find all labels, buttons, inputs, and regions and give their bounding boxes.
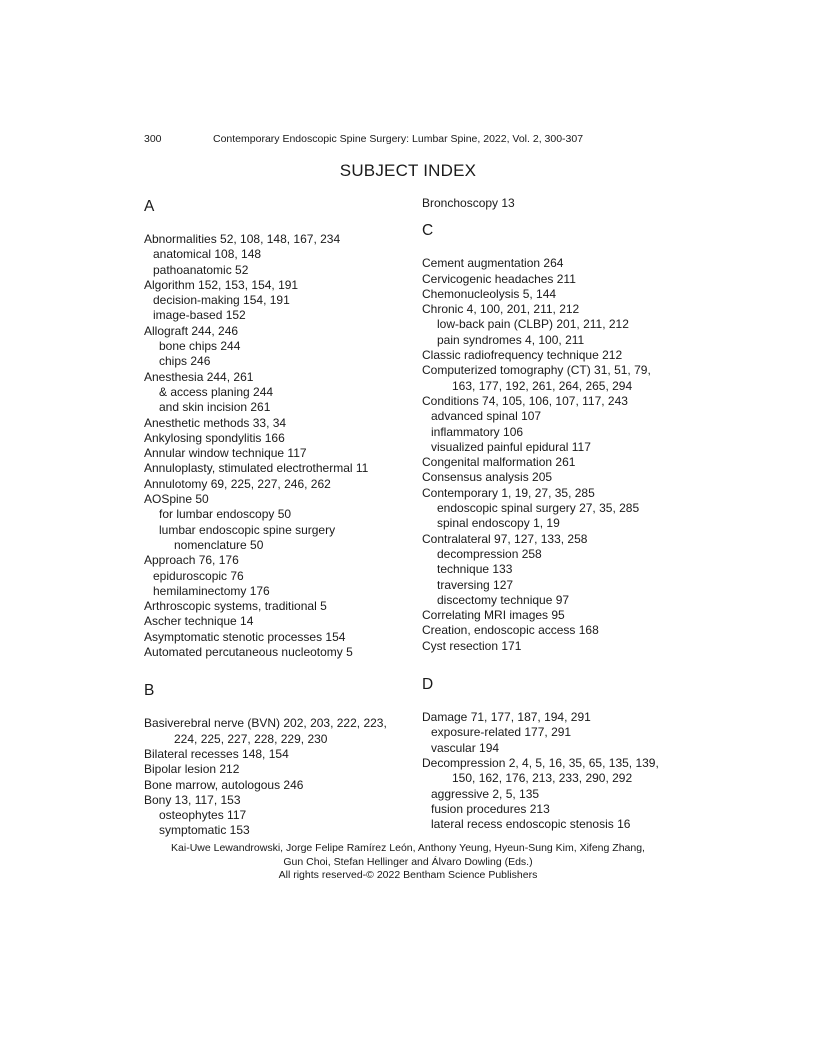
index-entry: Bone marrow, autologous 246	[144, 777, 304, 792]
index-subentry: visualized painful epidural 117	[431, 439, 591, 454]
index-subentry: lateral recess endoscopic stenosis 16	[431, 817, 631, 832]
index-subentry: traversing 127	[437, 577, 514, 592]
index-entry: Chemonucleolysis 5, 144	[422, 286, 557, 301]
index-entry: Algorithm 152, 153, 154, 191	[144, 277, 299, 292]
section-letter: A	[144, 198, 155, 215]
index-subentry: chips 246	[159, 354, 211, 369]
index-entry: Bipolar lesion 212	[144, 762, 240, 777]
journal-citation: Contemporary Endoscopic Spine Surgery: Lumbar Spine, 2022, Vol. 2, 300-307	[213, 133, 584, 145]
index-subentry: 150, 162, 176, 213, 233, 290, 292	[452, 771, 633, 786]
index-subentry: symptomatic 153	[159, 823, 250, 838]
index-subentry: exposure-related 177, 291	[431, 725, 572, 740]
index-entry: Bony 13, 117, 153	[144, 792, 241, 807]
index-entry: Cement augmentation 264	[422, 256, 564, 271]
index-entry: Consensus analysis 205	[422, 470, 553, 485]
index-entry: Annulotomy 69, 225, 227, 246, 262	[144, 476, 331, 491]
index-entry: Abnormalities 52, 108, 148, 167, 234	[144, 232, 341, 246]
index-entry: AOSpine 50	[144, 492, 209, 507]
index-subentry: pain syndromes 4, 100, 211	[437, 332, 585, 347]
index-subentry: endoscopic spinal surgery 27, 35, 285	[437, 501, 640, 516]
index-subentry: decompression 258	[437, 546, 542, 561]
index-subentry: decision-making 154, 191	[153, 293, 290, 308]
index-entry: Cervicogenic headaches 211	[422, 271, 576, 286]
index-entry: Automated percutaneous nucleotomy 5	[144, 645, 353, 660]
index-entry: Conditions 74, 105, 106, 107, 117, 243	[422, 393, 628, 408]
index-entry: Approach 76, 176	[144, 553, 239, 568]
index-subentry: 163, 177, 192, 261, 264, 265, 294	[452, 378, 633, 393]
footer-editors-line-2: Gun Choi, Stefan Hellinger and Álvaro Dowling (Eds.)	[283, 855, 533, 868]
index-subentry: hemilaminectomy 176	[153, 583, 270, 598]
index-entry: Classic radiofrequency technique 212	[422, 348, 623, 363]
index-column-right	[422, 196, 682, 832]
index-entry: Bronchoscopy 13	[422, 196, 515, 210]
index-subentry: vascular 194	[431, 740, 500, 755]
index-entry: Congenital malformation 261	[422, 455, 576, 470]
index-entry: Chronic 4, 100, 201, 211, 212	[422, 302, 580, 317]
index-entry: Cyst resection 171	[422, 638, 522, 653]
section-letter: D	[422, 676, 434, 694]
index-entry: Anesthesia 244, 261	[144, 369, 254, 384]
index-subentry: pathoanatomic 52	[153, 262, 249, 277]
page-number: 300	[144, 133, 162, 145]
index-subentry: fusion procedures 213	[431, 801, 550, 816]
index-entry: Decompression 2, 4, 5, 16, 35, 65, 135, 139,	[422, 755, 659, 770]
index-subentry: low-back pain (CLBP) 201, 211, 212	[437, 317, 629, 332]
index-subentry: lumbar endoscopic spine surgery	[159, 522, 336, 537]
index-column-left	[144, 196, 406, 839]
index-subentry: spinal endoscopy 1, 19	[437, 516, 560, 531]
index-subentry: discectomy technique 97	[437, 592, 570, 607]
index-entry: Creation, endoscopic access 168	[422, 623, 599, 638]
index-entry: Ankylosing spondylitis 166	[144, 430, 285, 445]
footer-editors-line-1: Kai-Uwe Lewandrowski, Jorge Felipe Ramírez León, Anthony Yeung, Hyeun-Sung Kim, Xifeng Zhang,	[171, 842, 645, 854]
index-entry: Bilateral recesses 148, 154	[144, 746, 289, 761]
index-entry: Annular window technique 117	[144, 446, 307, 461]
section-spacer	[422, 211, 682, 220]
index-subentry: image-based 152	[153, 308, 246, 323]
index-subentry: technique 133	[437, 562, 513, 577]
section-spacer	[144, 660, 406, 680]
index-subentry: for lumbar endoscopy 50	[159, 507, 292, 522]
footer	[0, 842, 816, 883]
index-entry: Computerized tomography (CT) 31, 51, 79,	[422, 363, 651, 378]
index-subentry: bone chips 244	[159, 339, 241, 354]
index-subentry: epiduroscopic 76	[153, 568, 244, 583]
index-entry: Contralateral 97, 127, 133, 258	[422, 531, 588, 546]
index-entry: Anesthetic methods 33, 34	[144, 415, 287, 430]
index-entry: Allograft 244, 246	[144, 323, 239, 338]
index-entry: Correlating MRI images 95	[422, 608, 565, 623]
section-letter: C	[422, 222, 434, 240]
index-subentry: anatomical 108, 148	[153, 247, 262, 262]
index-entry: Contemporary 1, 19, 27, 35, 285	[422, 485, 595, 500]
index-subentry: and skin incision 261	[159, 400, 271, 415]
page-title: SUBJECT INDEX	[339, 161, 477, 180]
index-entry: Ascher technique 14	[144, 614, 254, 629]
index-subentry: 224, 225, 227, 228, 229, 230	[174, 731, 328, 746]
index-entry: Damage 71, 177, 187, 194, 291	[422, 710, 591, 725]
index-subentry: inflammatory 106	[431, 424, 524, 439]
index-entry: Arthroscopic systems, traditional 5	[144, 599, 327, 614]
section-letter: B	[144, 682, 155, 700]
index-entry: Asymptomatic stenotic processes 154	[144, 629, 346, 644]
index-subentry: & access planing 244	[159, 384, 274, 399]
index-subentry: advanced spinal 107	[431, 409, 542, 424]
index-subentry: osteophytes 117	[159, 808, 247, 823]
index-subentry: aggressive 2, 5, 135	[431, 786, 540, 801]
index-entry: Annuloplasty, stimulated electrothermal 11	[144, 461, 369, 476]
index-entry: Basiverebral nerve (BVN) 202, 203, 222, 223,	[144, 716, 387, 731]
footer-copyright: All rights reserved-© 2022 Bentham Science Publishers	[278, 869, 538, 881]
section-spacer	[422, 654, 682, 674]
index-subentry: nomenclature 50	[174, 537, 264, 552]
running-header	[144, 133, 583, 145]
